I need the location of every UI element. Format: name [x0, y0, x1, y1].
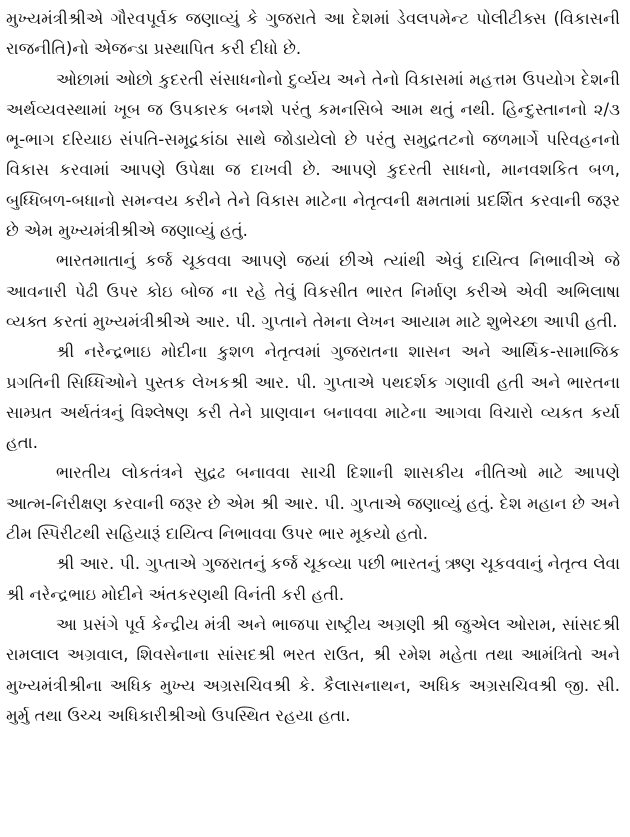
paragraph-2: ઓછામાં ઓછો કુદરતી સંસાધનોનો દુર્વ્યય અને તેનો વિકાસમાં મહત્તમ ઉપયોગ દેશની અર્થવ્યવસ્થામાં ખૂબ જ ઉપકારક બનશે પરંતુ કમનસિબે આમ થતું નથી. હિન્દુસ્તાનનો ૨/૩ ભૂ-ભાગ દરિયાઇ સંપતિ-સમૂદ્રકાંઠા સાથે જોડાયેલો છે પરંતુ સમુદ્રતટનો જળમાર્ગે પરિવહનનો વિકાસ કરવામાં આપણે ઉપેક્ષા જ દાખવી છે. આપણે કુદરતી સાધનો, માનવશકિત બળ, બુધ્ધિબળ-બધાનો સમન્વય કરીને તેને વિકાસ માટેના નેતૃત્વની ક્ષમતામાં પ્રદર્શિત કરવાની જરૂર છે એમ મુખ્યમંત્રીશ્રીએ જણાવ્યું હતું.: [6, 69, 620, 241]
paragraph-5: ભારતીય લોકતંત્રને સુદ્રઢ બનાવવા સાચી દિશાની શાસકીય નીતિઓ માટે આપણે આત્મ-નિરીક્ષણ કરવાની જરૂર છે એમ શ્રી આર. પી. ગુપ્તાએ જણાવ્યું હતું. દેશ મહાન છે અને ટીમ સ્પિરીટથી સહિયારૂં દાયિત્વ નિભાવવા ઉપર ભાર મૂકયો હતો.: [6, 463, 620, 544]
paragraph-1: મુખ્યમંત્રીશ્રીએ ગૌરવપૂર્વક જણાવ્યું કે ગુજરાતે આ દેશમાં ડેવલપમેન્ટ પોલીટીક્સ (વિકાસની રાજનીતિ)નો એજન્ડા પ્રસ્થાપિત કરી દીધો છે.: [6, 9, 620, 59]
paragraph-6: શ્રી આર. પી. ગુપ્તાએ ગુજરાતનું કર્જ ચૂકવ્યા પછી ભારતનું ઋણ ચૂકવવાનું નેતૃત્વ લેવા શ્રી નરેન્દ્રભાઇ મોદીને અંતકરણથી વિનંતી કરી હતી.: [6, 554, 620, 604]
paragraph-3: ભારતમાતાનું કર્જ ચૂકવવા આપણે જયાં છીએ ત્યાંથી એવું દાયિત્વ નિભાવીએ જે આવનારી પેઢી ઉપર કોઇ બોજ ના રહે તેવું વિકસીત ભારત નિર્માણ કરીએ એવી અભિલાષા વ્યક્ત કરતાં મુખ્યમંત્રીશ્રીએ આર. પી. ગુપ્તાને તેમના લેખન આયામ માટે શુભેચ્છા આપી હતી.: [6, 251, 620, 331]
paragraph-7: આ પ્રસંગે પૂર્વ કેન્દ્રીય મંત્રી અને ભાજપા રાષ્ટ્રીય અગ્રણી શ્રી જુએલ ઓરામ, સાંસદશ્રી રામલાલ અગ્રવાલ, શિવસેનાના સાંસદશ્રી ભરત રાઉત, શ્રી રમેશ મહેતા તથા આમંત્રિતો અને મુખ્યમંત્રીશ્રીના અધિક મુખ્ય અગ્રસચિવશ્રી કે. કૈલાસનાથન, અધિક અગ્રસચિવશ્રી જી. સી. મુર્મુ તથા ઉચ્ચ અધિકારીશ્રીઓ ઉપસ્થિત રહયા હતા.: [6, 614, 620, 725]
paragraph-4: શ્રી નરેન્દ્રભાઇ મોદીના કુશળ નેતૃત્વમાં ગુજરાતના શાસન અને આર્થિક-સામાજિક પ્રગતિની સિધ્ધિઓને પુસ્તક લેખકશ્રી આર. પી. ગુપ્તાએ પથદર્શક ગણાવી હતી અને ભારતના સામ્પ્રત અર્થતંત્રનું વિશ્લેષણ કરી તેને પ્રાણવાન બનાવવા માટેના આગવા વિચારો વ્યકત કર્યા હતા.: [6, 342, 620, 453]
